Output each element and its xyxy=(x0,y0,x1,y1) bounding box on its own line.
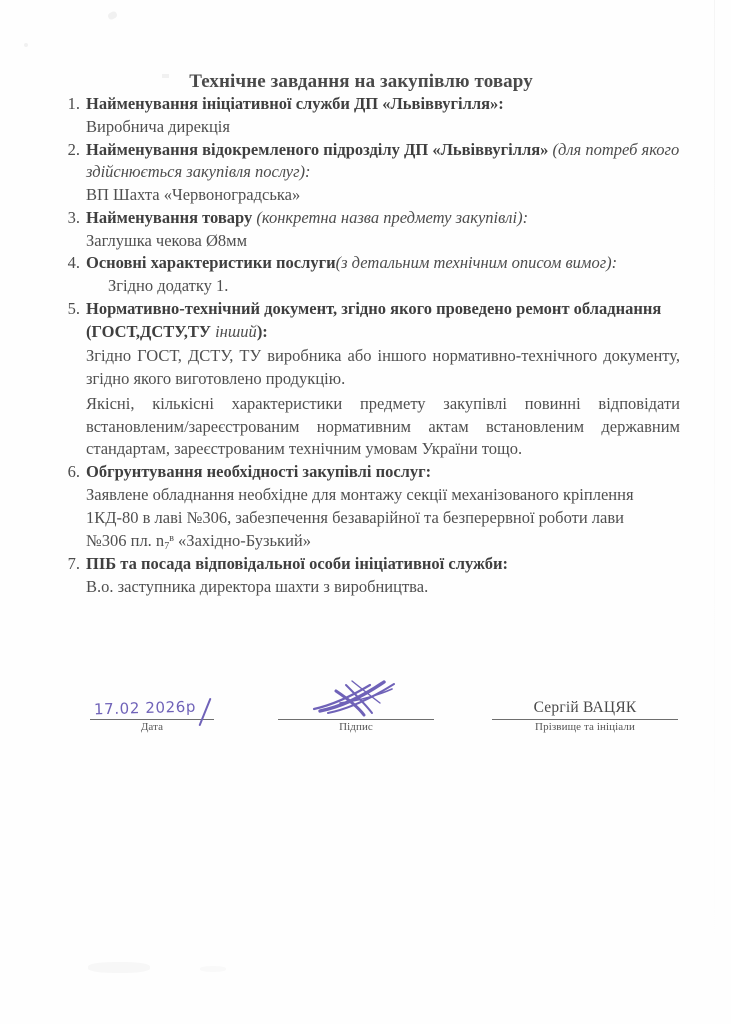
date-caption: Дата xyxy=(140,721,164,733)
item-heading: Нормативно-технічний документ, згідно якого проведено ремонт обладнання (ГОСТ,ДСТУ,ТУ інший): xyxy=(86,298,662,341)
signature-caption: Підпис xyxy=(339,721,373,733)
list-item-4 xyxy=(56,252,680,298)
signature-field xyxy=(278,697,434,733)
item-heading: Обгрунтування необхідності закупівлі послуг: xyxy=(86,462,432,482)
item-heading-note: (конкретна назва предмету закупівлі): xyxy=(252,207,529,227)
item-number: 1. xyxy=(67,94,80,113)
item-value: Заглушка чекова Ø8мм xyxy=(86,230,248,250)
plan-superscript: в xyxy=(169,532,174,544)
handwritten-signature-icon xyxy=(306,679,416,719)
date-rule xyxy=(90,697,214,720)
list-item-1 xyxy=(56,93,680,139)
list-item-7 xyxy=(56,553,680,599)
name-caption: Прізвище та ініціали xyxy=(535,721,635,733)
signature-rule xyxy=(278,697,434,720)
name-rule xyxy=(492,697,678,720)
item-number: 7. xyxy=(67,554,80,574)
item-value: Згідно додатку 1. xyxy=(108,276,229,296)
handwritten-date: 17.02 2026р xyxy=(93,697,197,719)
signatory-name-field xyxy=(492,697,678,733)
item-value: Виробнича дирекція xyxy=(86,116,230,136)
item-heading-note: (з детальним технічним описом вимог): xyxy=(335,253,618,273)
document-body xyxy=(56,0,680,599)
list-item-3 xyxy=(56,207,680,253)
plan-prefix: №306 пл. n xyxy=(86,530,165,550)
signatory-name: Сергій ВАЦЯК xyxy=(533,699,637,716)
item-paragraph: Якісні, кількісні характеристики предмету закупівлі повинні відповідати встановленим/зареєстрованим нормативним актам встановленим державним стандартам, зареєстрованим технічним умовам України тощо. xyxy=(86,393,680,459)
item-value: В.о. заступника директора шахти з виробництва. xyxy=(86,577,429,597)
scan-speck xyxy=(88,962,150,973)
page-title: Технічне завдання на закупівлю товару xyxy=(189,71,533,92)
scan-speck xyxy=(200,966,226,972)
item-heading: Найменування ініціативної служби ДП «Львіввугілля»: xyxy=(86,94,504,113)
item-number: 4. xyxy=(67,253,80,273)
item-number: 6. xyxy=(67,462,80,482)
item-paragraph: Згідно ГОСТ, ДСТУ, ТУ виробника або іншого нормативно-технічного документу, згідно якого виготовлено продукцію. xyxy=(86,346,680,389)
item-number: 3. xyxy=(67,207,80,227)
plan-subscript: 7 xyxy=(164,540,170,552)
item-value: ВП Шахта «Червоноградська» xyxy=(86,185,301,205)
item-heading-note: інший xyxy=(215,321,257,341)
item-number: 5. xyxy=(67,298,80,318)
plan-suffix: «Західно-Бузький» xyxy=(173,530,311,550)
item-paragraph: Заявлене обладнання необхідне для монтажу секції механізованого кріплення 1КД-80 в лаві №306, забезпечення безаварійної та безперервної роботи лави xyxy=(86,485,634,527)
item-number: 2. xyxy=(67,139,80,159)
signature-date-field xyxy=(90,697,214,733)
item-heading-note: (для потреб якого здійснюється закупівля послуг): xyxy=(86,139,680,182)
list-item-2 xyxy=(56,139,680,207)
scan-speck xyxy=(24,43,28,47)
scan-edge-artifact xyxy=(714,0,715,1024)
item-heading: ПІБ та посада відповідальної особи ініціативної служби: xyxy=(86,554,508,574)
item-heading: Найменування відокремленого підрозділу ДП «Львіввугілля» (для потреб якого здійснюється закупівля послуг): xyxy=(86,139,680,182)
list-item-6 xyxy=(56,461,680,553)
signature-block xyxy=(56,697,680,745)
list-item-5 xyxy=(56,298,680,461)
item-paragraph-plan xyxy=(86,530,680,554)
item-heading-tail: ): xyxy=(256,321,268,341)
requirements-list xyxy=(56,93,680,599)
item-heading: Основні характеристики послуги(з детальним технічним описом вимог): xyxy=(86,253,618,273)
item-heading: Найменування товару (конкретна назва предмету закупівлі): xyxy=(86,207,529,227)
